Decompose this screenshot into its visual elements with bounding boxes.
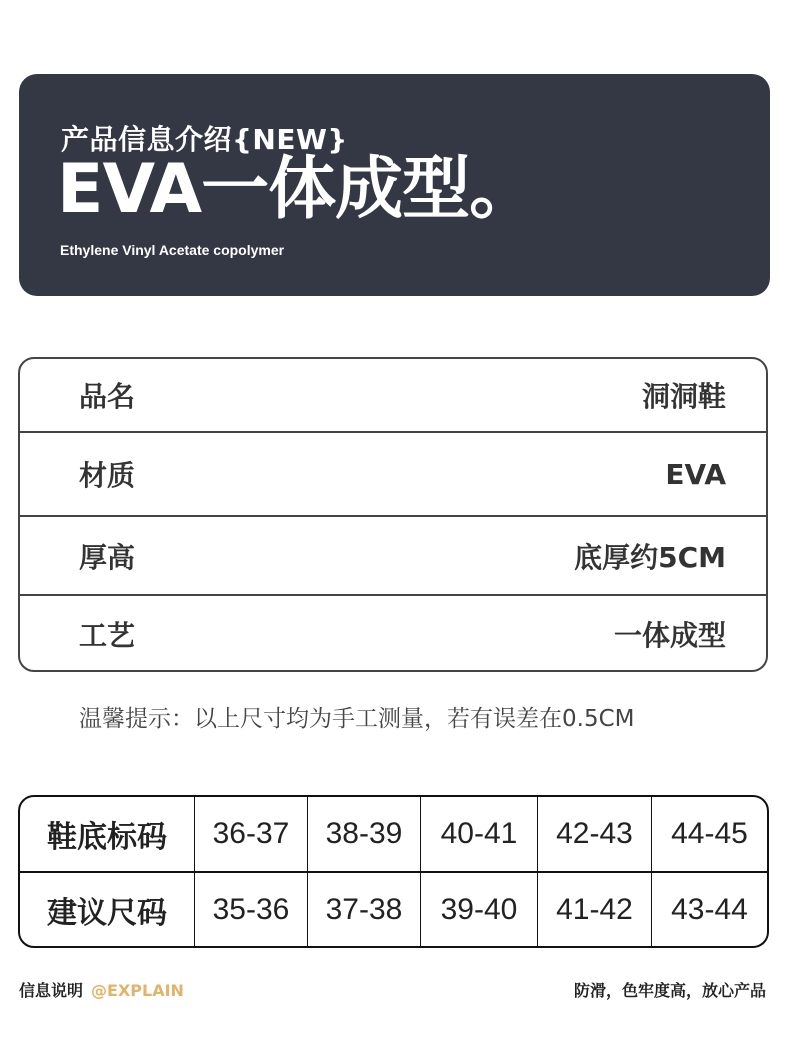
size-cell: 36-37 bbox=[195, 797, 308, 871]
footer-left bbox=[19, 978, 184, 1001]
footer-label: 信息说明 bbox=[19, 981, 84, 1000]
spec-value: 底厚约5CM bbox=[574, 540, 726, 574]
spec-label: 厚高 bbox=[79, 540, 136, 574]
spec-value: 洞洞鞋 bbox=[641, 380, 726, 413]
size-cell: 37-38 bbox=[308, 873, 421, 946]
spec-row-thickness bbox=[20, 517, 766, 596]
size-cell: 44-45 bbox=[671, 817, 748, 850]
size-cell: 42-43 bbox=[538, 797, 652, 871]
size-cell: 35-36 bbox=[195, 873, 308, 946]
hero-caption: Ethylene Vinyl Acetate copolymer bbox=[60, 242, 285, 258]
footer-right: 防滑，色牢度高，放心产品 bbox=[573, 981, 766, 1000]
spec-label: 工艺 bbox=[79, 619, 136, 652]
size-row-suggest bbox=[20, 873, 767, 946]
size-cell: 39-40 bbox=[421, 873, 538, 946]
spec-row-name bbox=[20, 359, 766, 433]
spec-table bbox=[18, 357, 768, 672]
size-cell: 38-39 bbox=[308, 797, 421, 871]
size-row-sole bbox=[20, 797, 767, 873]
spec-label: 品名 bbox=[79, 380, 136, 413]
size-cell: 43-44 bbox=[671, 892, 748, 926]
spec-label: 材质 bbox=[79, 459, 136, 492]
spec-value: 一体成型 bbox=[613, 619, 726, 652]
hero-title: EVA一体成型。 bbox=[57, 150, 537, 229]
measurement-tip: 温馨提示：以上尺寸均为手工测量，若有误差在0.5CM bbox=[79, 706, 635, 732]
size-row-header: 鞋底标码 bbox=[20, 797, 195, 871]
hero-subtitle: 产品信息介绍{NEW} bbox=[61, 123, 348, 156]
size-cell: 41-42 bbox=[538, 873, 652, 946]
size-row-header: 建议尺码 bbox=[20, 873, 195, 946]
spec-value: EVA bbox=[665, 457, 726, 491]
size-table bbox=[18, 795, 769, 948]
hero-banner bbox=[19, 74, 770, 296]
spec-row-craft bbox=[20, 596, 766, 672]
size-cell: 40-41 bbox=[421, 797, 538, 871]
footer-tag: @EXPLAIN bbox=[91, 981, 184, 1000]
spec-row-material bbox=[20, 433, 766, 517]
